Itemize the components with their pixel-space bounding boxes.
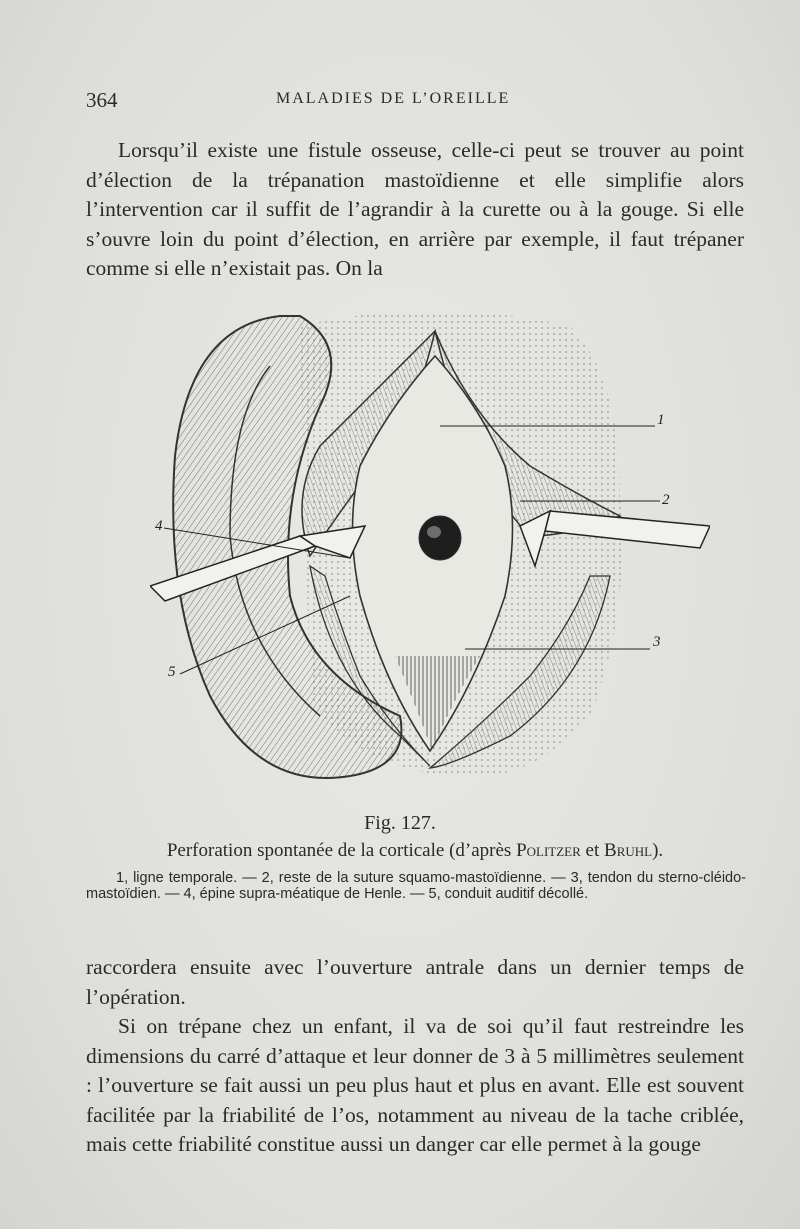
figure-label-2: 2: [662, 492, 670, 508]
perforation-highlight: [427, 526, 441, 538]
surgical-illustration: [150, 296, 710, 806]
caption-author-1: Politzer: [516, 840, 581, 861]
cortical-perforation: [419, 516, 461, 560]
running-head: MALADIES DE L’OREILLE: [276, 90, 511, 107]
figure-label-5: 5: [168, 664, 176, 680]
paragraph-1: Lorsqu’il existe une fistule osseuse, celle-ci peut se trouver au point d’élection de la trépanation mastoïdienne et elle simplifie alors l’intervention car il suffit de l’agrandir à la curette ou à la gouge. Si elle s’ouvre loin du point d’élection, en arrière par exemple, il faut trépaner comme si elle n’existait pas. On la: [86, 138, 744, 280]
caption-author-2: Bruhl: [604, 840, 653, 861]
figure-label-3: 3: [653, 634, 661, 650]
caption-end: ).: [652, 840, 664, 861]
caption-text: Perforation spontanée de la corticale (d’après: [166, 840, 517, 861]
page-number: 364: [86, 88, 118, 112]
caption-and: et: [580, 840, 605, 861]
figure-label-4: 4: [155, 518, 163, 534]
page-header: [86, 88, 746, 118]
figure-label-1: 1: [657, 412, 665, 428]
figure-legend: 1, ligne temporale. — 2, reste de la suture squamo-mastoïdienne. — 3, tendon du sterno-cléido-mastoïdien. — 4, épine supra-méatique de Henle. — 5, conduit auditif décollé.: [86, 870, 746, 902]
figure-number: Fig. 127.: [364, 812, 436, 834]
ear-trepanation-drawing: [150, 296, 710, 806]
paragraph-3: Si on trépane chez un enfant, il va de soi qu’il faut restreindre les dimensions du carré d’attaque et leur donner de 3 à 5 millimètres seulement : l’ouverture se fait aussi un peu plus haut et plus en avant. Elle est souvent facilitée par la friabilité de l’os, notamment au niveau de la tache criblée, mais cette friabilité constitue aussi un danger car elle permet à la gouge: [86, 1014, 744, 1156]
figure-caption: [86, 840, 744, 862]
paragraph-2: raccordera ensuite avec l’ouverture antrale dans un dernier temps de l’opération.: [86, 955, 744, 1009]
